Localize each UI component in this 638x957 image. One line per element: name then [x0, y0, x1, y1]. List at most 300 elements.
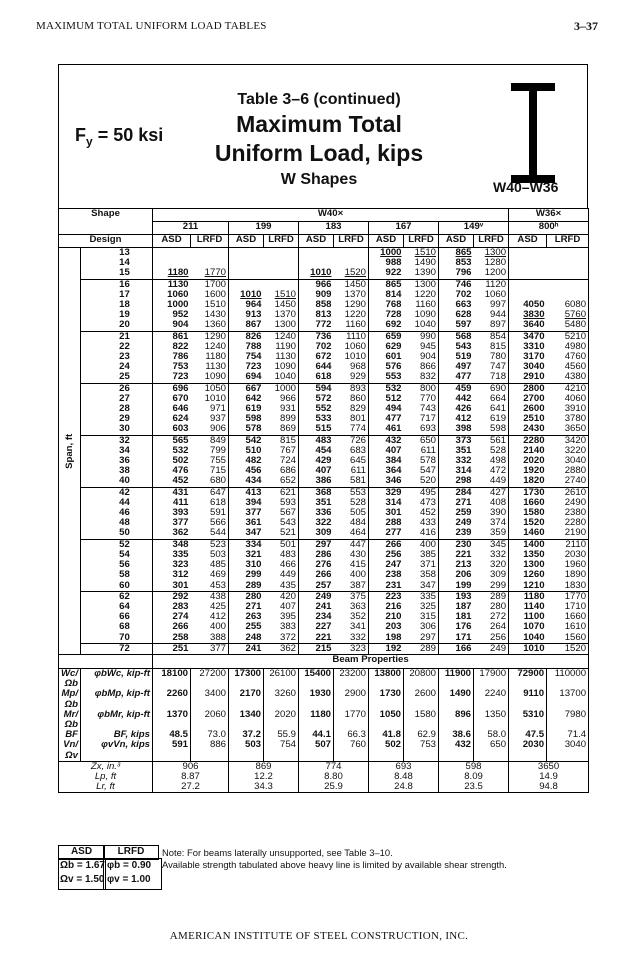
load-cell: 271	[439, 498, 474, 508]
load-cell: 321	[229, 550, 264, 560]
load-cell: 280	[490, 600, 507, 612]
load-cell: 346	[369, 476, 404, 487]
shape-range: W40–W36	[493, 179, 559, 195]
load-cell: 1450	[274, 299, 297, 311]
property-label-lrfd: BF, kips	[81, 730, 153, 740]
load-cell	[264, 268, 299, 279]
load-cell: 1300	[484, 247, 507, 258]
span-cell: 34	[119, 444, 130, 456]
load-cell: 301	[369, 508, 404, 518]
load-cell: 3040	[509, 362, 547, 372]
load-cell: 363	[350, 600, 367, 612]
span-cell: 64	[119, 600, 130, 612]
property-cell: 1180	[299, 710, 334, 730]
load-cell: 362	[153, 528, 191, 539]
load-cell: 578	[229, 424, 264, 435]
load-cell: 724	[280, 455, 297, 467]
span-axis-label: Span, ft	[59, 248, 81, 655]
load-cell: 1010	[509, 643, 547, 654]
property-cell: 47.5	[509, 730, 547, 740]
load-cell: 456	[229, 466, 264, 476]
asd-header: ASD	[299, 235, 334, 248]
load-cell: 866	[420, 361, 437, 373]
load-cell: 893	[334, 383, 369, 394]
load-cell: 814	[369, 290, 404, 300]
load-cell: 426	[439, 404, 474, 414]
load-cell: 1290	[344, 299, 367, 311]
load-cell: 176	[439, 622, 474, 632]
load-cell: 1490	[414, 257, 437, 269]
span-cell: 56	[119, 559, 130, 571]
load-cell: 528	[350, 496, 367, 508]
property-cell: 432	[439, 740, 474, 761]
load-cell: 288	[369, 518, 404, 528]
property-cell: 38.6	[439, 730, 474, 740]
load-cell: 215	[299, 643, 334, 654]
load-cell: 280	[229, 591, 264, 602]
load-cell: 454	[299, 446, 334, 456]
load-cell: 628	[439, 310, 474, 320]
load-cell: 459	[439, 383, 474, 394]
load-cell: 702	[439, 290, 474, 300]
i-beam-icon	[511, 83, 555, 183]
load-cell: 565	[153, 435, 191, 446]
load-cell: 755	[210, 455, 227, 467]
load-cell: 484	[350, 517, 367, 529]
load-cell: 578	[420, 455, 437, 467]
load-cell: 945	[420, 340, 437, 352]
span-cell: 46	[119, 507, 130, 519]
property-label-lrfd: φbMr, kip-ft	[81, 710, 153, 730]
load-cell: 717	[420, 413, 437, 425]
property-cell: 7980	[547, 710, 589, 730]
load-cell: 400	[404, 539, 439, 550]
span-cell: 38	[119, 465, 130, 477]
load-cell: 298	[439, 476, 474, 487]
load-cell: 553	[334, 487, 369, 498]
load-cell: 271	[229, 602, 264, 612]
span-cell: 26	[81, 383, 153, 394]
load-cell: 853	[439, 258, 474, 268]
load-cell: 1770	[204, 267, 227, 279]
load-cell: 746	[439, 279, 474, 290]
load-cell: 266	[369, 539, 404, 550]
load-cell: 1090	[274, 361, 297, 373]
property-cell: 1050	[369, 710, 404, 730]
section-property-cell: 3650	[509, 761, 589, 772]
load-cell	[509, 279, 547, 290]
load-cell: 686	[280, 465, 297, 477]
w36-header: W36×	[509, 209, 589, 222]
load-cell: 1390	[414, 267, 437, 279]
load-cell: 510	[229, 446, 264, 456]
load-cell: 899	[280, 413, 297, 425]
load-cell: 772	[299, 320, 334, 331]
load-cell: 652	[280, 475, 297, 487]
load-cell: 348	[153, 539, 191, 550]
load-cell: 347	[229, 528, 264, 539]
load-cell: 718	[490, 371, 507, 383]
load-cell: 1300	[509, 560, 547, 570]
span-cell: 30	[119, 423, 130, 435]
load-cell: 181	[439, 612, 474, 622]
load-cell: 1160	[345, 319, 367, 331]
load-cell: 408	[490, 496, 507, 508]
weight-header: 183	[299, 222, 369, 235]
load-cell: 247	[369, 560, 404, 570]
design-header: Design	[59, 235, 153, 248]
property-cell: 1730	[369, 689, 404, 709]
load-cell: 1770	[547, 591, 589, 602]
load-cell: 6080	[547, 300, 589, 310]
property-row	[59, 689, 589, 709]
table-row	[59, 570, 589, 580]
load-cell: 3830	[509, 310, 547, 320]
load-cell: 822	[153, 342, 191, 352]
load-cell: 315	[420, 611, 437, 623]
load-cell: 1830	[547, 581, 589, 592]
load-cell: 332	[490, 548, 507, 560]
load-cell: 3170	[509, 352, 547, 362]
asd-factors: Ωb = 1.67 Ωv = 1.50	[58, 858, 106, 890]
load-cell: 374	[490, 517, 507, 529]
load-cell: 289	[229, 581, 264, 592]
load-cell: 906	[210, 423, 227, 435]
property-cell: 3040	[547, 740, 589, 761]
load-cell: 412	[210, 611, 227, 623]
load-cell	[264, 248, 299, 259]
load-cell: 274	[153, 612, 191, 622]
load-cell: 618	[299, 372, 334, 383]
load-cell: 425	[210, 600, 227, 612]
load-cell: 591	[210, 507, 227, 519]
load-cell: 568	[439, 331, 474, 342]
load-cell: 430	[350, 548, 367, 560]
load-cell: 788	[229, 342, 264, 352]
load-cell: 603	[153, 424, 191, 435]
load-cell: 966	[280, 392, 297, 404]
span-cell: 60	[119, 579, 130, 591]
load-cell: 619	[229, 404, 264, 414]
load-cell: 663	[439, 300, 474, 310]
load-cell: 387	[350, 579, 367, 591]
load-cell: 375	[334, 591, 369, 602]
property-cell: 37.2	[229, 730, 264, 740]
load-cell: 351	[299, 498, 334, 508]
load-cell: 227	[299, 622, 334, 632]
load-cell	[264, 258, 299, 268]
load-cell: 642	[229, 394, 264, 404]
property-cell: 13700	[547, 689, 589, 709]
load-cell	[547, 279, 589, 290]
property-cell: 1340	[229, 710, 264, 730]
load-cell: 411	[153, 498, 191, 508]
property-cell: 591	[153, 740, 191, 761]
load-cell: 1290	[191, 331, 229, 342]
load-cell: 786	[153, 352, 191, 362]
title-line-1: Table 3–6 (continued)	[237, 91, 401, 108]
load-cell: 461	[369, 424, 404, 435]
load-cell: 323	[334, 643, 369, 654]
load-cell: 1920	[509, 466, 547, 476]
load-cell: 289	[474, 591, 509, 602]
load-cell: 1820	[509, 476, 547, 487]
load-cell: 813	[299, 310, 334, 320]
section-property-label: Lp, ft	[59, 772, 153, 782]
load-cell: 483	[280, 548, 297, 560]
load-cell: 1400	[509, 539, 547, 550]
load-cell: 320	[490, 559, 507, 571]
span-cell: 70	[119, 631, 130, 643]
section-property-cell: 693	[369, 761, 439, 772]
load-cell: 1140	[509, 602, 547, 612]
table-row	[59, 424, 589, 435]
load-cell: 1730	[509, 487, 547, 498]
load-cell: 248	[229, 633, 264, 644]
span-cell: 44	[119, 496, 130, 508]
load-cell: 736	[299, 331, 334, 342]
load-cell: 332	[439, 456, 474, 466]
load-cell: 696	[153, 383, 191, 394]
load-cell: 407	[280, 600, 297, 612]
load-cell: 4380	[547, 372, 589, 383]
load-cell: 216	[369, 602, 404, 612]
section-property-cell: 8.48	[369, 772, 439, 782]
load-cell	[229, 268, 264, 279]
load-cell: 780	[490, 351, 507, 363]
load-cell: 796	[439, 268, 474, 279]
property-cell: 41.8	[369, 730, 404, 740]
section-property-cell: 14.9	[509, 772, 589, 782]
load-cell: 598	[490, 423, 507, 435]
load-cell: 264	[490, 621, 507, 633]
property-cell: 753	[404, 740, 439, 761]
load-cell: 2880	[547, 466, 589, 476]
load-cell: 1600	[204, 288, 227, 300]
load-cell: 2110	[547, 539, 589, 550]
load-cell: 826	[229, 331, 264, 342]
asd-header: ASD	[439, 235, 474, 248]
load-cell: 576	[369, 362, 404, 372]
load-cell: 3640	[509, 320, 547, 331]
load-cell: 4560	[547, 362, 589, 372]
load-cell: 223	[369, 591, 404, 602]
load-cell: 309	[299, 528, 334, 539]
span-cell: 58	[119, 569, 130, 581]
load-cell	[229, 248, 264, 259]
property-cell: 73.0	[191, 730, 229, 740]
load-cell: 860	[350, 392, 367, 404]
load-cell: 234	[299, 612, 334, 622]
load-cell: 249	[474, 643, 509, 654]
property-cell: 18100	[153, 668, 191, 689]
property-label-lrfd: φbWc, kip-ft	[81, 668, 153, 689]
load-cell: 561	[474, 435, 509, 446]
load-cell: 230	[439, 539, 474, 550]
load-cell	[229, 258, 264, 268]
load-cell: 477	[369, 414, 404, 424]
load-cell	[334, 248, 369, 259]
span-cell: 48	[119, 517, 130, 529]
load-cell: 1280	[484, 257, 507, 269]
load-cell: 1520	[509, 518, 547, 528]
property-cell: 1350	[474, 710, 509, 730]
beam-properties-header-row	[59, 654, 589, 668]
load-cell: 2030	[547, 550, 589, 560]
load-cell: 476	[153, 466, 191, 476]
load-cell: 277	[369, 528, 404, 539]
load-cell: 519	[439, 352, 474, 362]
load-cell: 388	[210, 631, 227, 643]
load-cell: 171	[439, 633, 474, 644]
load-cell: 644	[299, 362, 334, 372]
span-cell: 17	[119, 288, 130, 300]
load-cell: 1130	[275, 351, 297, 363]
section-property-cell: 25.9	[299, 782, 369, 793]
load-cell: 452	[153, 476, 191, 487]
load-cell: 1180	[205, 351, 227, 363]
load-cell: 770	[420, 392, 437, 404]
footnote-area	[58, 845, 588, 905]
load-cell: 4980	[547, 342, 589, 352]
property-cell: 3260	[264, 689, 299, 709]
load-cell: 341	[350, 621, 367, 633]
load-cell: 193	[439, 591, 474, 602]
load-cell: 1560	[547, 633, 589, 644]
load-cell: 407	[369, 446, 404, 456]
load-cell: 913	[229, 310, 264, 320]
span-cell: 50	[119, 527, 130, 539]
load-cell: 618	[210, 496, 227, 508]
load-cell: 198	[369, 633, 404, 644]
load-cell: 400	[210, 621, 227, 633]
span-cell: 20	[119, 319, 130, 331]
load-cell: 867	[229, 320, 264, 331]
load-cell: 521	[280, 527, 297, 539]
load-cell: 1460	[509, 528, 547, 539]
property-cell: 1370	[153, 710, 191, 730]
span-cell: 62	[81, 591, 153, 602]
property-cell: 2060	[191, 710, 229, 730]
load-cell: 420	[264, 591, 299, 602]
property-cell: 110000	[547, 668, 589, 689]
load-cell: 276	[299, 560, 334, 570]
load-cell: 1160	[415, 299, 437, 311]
load-cell: 1350	[509, 550, 547, 560]
load-cell: 221	[439, 550, 474, 560]
load-cell: 1710	[547, 602, 589, 612]
table-row	[59, 320, 589, 331]
load-cell: 801	[350, 413, 367, 425]
load-cell: 1110	[334, 331, 369, 342]
load-cell: 1010	[229, 290, 264, 300]
table-row	[59, 528, 589, 539]
load-cell: 257	[299, 581, 334, 592]
section-property-cell: 12.2	[229, 772, 299, 782]
property-label-asd: BF	[59, 730, 81, 740]
load-cell: 929	[350, 371, 367, 383]
table-row	[59, 633, 589, 644]
load-cell: 5480	[547, 320, 589, 331]
load-cell: 1090	[414, 309, 437, 321]
load-cell: 1890	[547, 570, 589, 580]
load-cell: 865	[369, 279, 404, 290]
load-cell	[509, 248, 547, 259]
load-cell: 523	[191, 539, 229, 550]
load-cell: 1220	[414, 288, 437, 300]
yield-stress-label: $F_y = 50$ ksi	[75, 125, 164, 149]
load-cell: 249	[299, 591, 334, 602]
load-cell: 1360	[204, 319, 227, 331]
load-cell: 774	[350, 423, 367, 435]
load-cell: 482	[229, 456, 264, 466]
load-cell: 2700	[509, 394, 547, 404]
load-cell: 373	[439, 435, 474, 446]
span-cell: 14	[119, 257, 130, 269]
load-cell: 909	[299, 290, 334, 300]
section-property-label: Lr, ft	[59, 782, 153, 793]
span-cell: 25	[119, 371, 130, 383]
load-cell	[547, 268, 589, 279]
load-cell	[153, 248, 191, 259]
span-cell: 68	[119, 621, 130, 633]
load-cell	[191, 248, 229, 259]
load-cell: 289	[404, 643, 439, 654]
load-cell: 964	[229, 300, 264, 310]
load-cell: 1190	[275, 340, 297, 352]
section-property-cell: 869	[229, 761, 299, 772]
property-cell: 2600	[404, 689, 439, 709]
load-cell: 904	[153, 320, 191, 331]
load-cell: 203	[369, 622, 404, 632]
load-cell: 3310	[509, 342, 547, 352]
load-cell: 3780	[547, 414, 589, 424]
load-cell: 1300	[274, 319, 297, 331]
property-row	[59, 710, 589, 730]
load-cell: 1010	[299, 268, 334, 279]
load-cell: 1510	[414, 247, 437, 258]
span-cell: 15	[119, 267, 130, 279]
load-cell: 937	[210, 413, 227, 425]
load-cell: 301	[153, 581, 191, 592]
load-cell: 1240	[264, 331, 299, 342]
page-number: 3–37	[574, 19, 598, 33]
span-cell: 22	[119, 340, 130, 352]
load-cell: 4060	[547, 394, 589, 404]
load-cell: 767	[280, 444, 297, 456]
load-cell: 715	[210, 465, 227, 477]
span-cell: 13	[119, 247, 130, 258]
load-cell: 512	[369, 394, 404, 404]
table-row	[59, 581, 589, 592]
load-cell: 1060	[344, 340, 367, 352]
load-cell: 283	[153, 602, 191, 612]
section-property-cell: 8.80	[299, 772, 369, 782]
load-cell: 581	[350, 475, 367, 487]
load-cell: 1100	[509, 612, 547, 622]
property-cell: 754	[264, 740, 299, 761]
load-cell: 1700	[191, 279, 229, 290]
load-cell: 4050	[509, 300, 547, 310]
property-label-asd: Mp/Ωb	[59, 689, 81, 709]
blank-cell	[59, 654, 153, 668]
property-cell: 26100	[264, 668, 299, 689]
load-cell: 335	[404, 591, 439, 602]
load-cell: 646	[153, 404, 191, 414]
load-cell: 2910	[509, 372, 547, 383]
span-cell: 23	[119, 351, 130, 363]
span-cell: 36	[119, 455, 130, 467]
